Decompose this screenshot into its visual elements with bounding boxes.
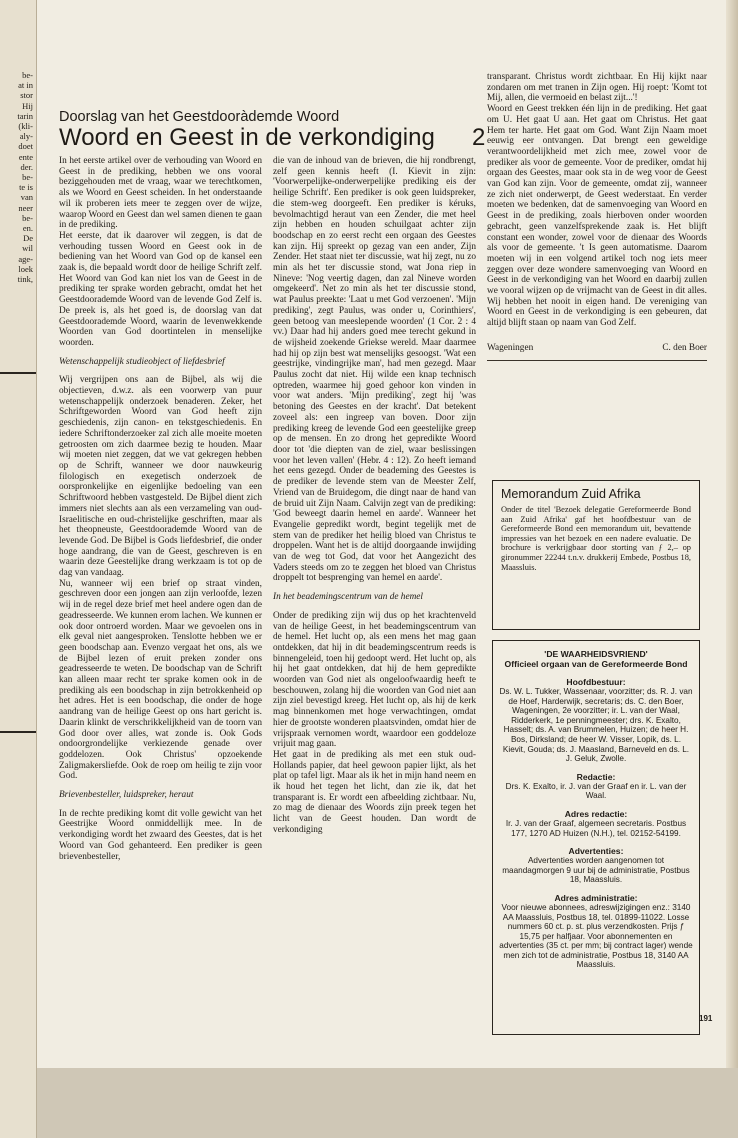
article-column-2: [273, 156, 476, 836]
paragraph: transparant. Christus wordt zichtbaar. En Hij kijkt naar zondaren om met tranen in Zijn ogen. Hij roept: 'Komt tot Mij, allen, die vermoeid en belast zijt...'!: [487, 72, 707, 104]
memorandum-title: Memorandum Zuid Afrika: [501, 487, 641, 501]
margin-fragment: (kli-: [18, 121, 33, 132]
colophon-heading: Redactie:: [576, 771, 616, 782]
margin-fragment: ente: [18, 151, 33, 162]
signature-place: Wageningen: [487, 342, 534, 353]
margin-fragment: van: [20, 192, 33, 203]
previous-page-edge: [0, 0, 37, 1138]
margin-fragment: age-: [18, 253, 33, 264]
colophon-heading: Adres administratie:: [554, 892, 638, 903]
margin-fragment: be-: [22, 212, 33, 223]
colophon-text: Ir. J. van der Graaf, algemeen secretaris. Postbus 177, 1270 AD Huizen (N.H.), tel. 02152-54199.: [505, 818, 687, 838]
article-column-3: [487, 72, 707, 361]
margin-fragment: be-: [22, 172, 33, 183]
paragraph: Het gaat in de prediking als met een stuk oud-Hollands papier, dat heel gewoon papier lijkt, als het plat op tafel ligt. Maar als ik het in mijn hand neem en ik houd het tegen het licht, dan zie ik, dat het transparant is. Er wordt een afbeelding zichtbaar. Nu, zo mag de dienaar des Woords zijn preek tegen het licht van de Geest houden. Dan wordt de verkondiging: [273, 749, 476, 835]
colophon-box: [492, 640, 700, 1035]
margin-fragment: Hij: [22, 100, 33, 111]
section-heading: Wetenschappelijk studieobject of liefdesbrief: [59, 356, 225, 367]
memorandum-body: Onder de titel 'Bezoek delegatie Gereformeerde Bond aan Zuid Afrika' gaf het hoofdbestuur van de Gereformeerde Bond een memorandum uit, bevattende impressies van het bezoek en een nadere evaluatie. De brochure is verkrijgbaar door storting van ƒ 2,– op gironummer 22244 t.n.v. drukkerij Embede, Postbus 18, Maassluis.: [501, 505, 691, 572]
margin-fragment: loek: [18, 263, 33, 274]
margin-fragment: aly-: [19, 131, 33, 142]
colophon-heading: Hoofdbestuur:: [566, 677, 626, 687]
margin-fragment: stor: [20, 90, 33, 101]
margin-fragment: De: [23, 233, 33, 244]
colophon-text: Voor nieuwe abonnees, adreswijzigingen enz.: 3140 AA Maassluis, Postbus 18, tel. 01899-11022. Losse nummers 60 ct. p. st. plus verzendkosten. Prijs ƒ 15,75 per halfjaar. Voor abonnementen en advertenties (35 ct. per mm; bij contract lager) wende men zich tot de administratie, Postbus 18, 3140 AA Maassluis.: [499, 902, 693, 970]
colophon-subtitle: Officieel orgaan van de Gereformeerde Bond: [504, 659, 688, 669]
colophon-heading: Adres redactie:: [564, 808, 628, 819]
paragraph: die van de inhoud van de brieven, die hij rondbrengt, zelf geen kennis heeft (I. Kievit in zijn: 'Voorwerpelijke-onderwerpelijke prediking eis der heilige Schrift'. Een prediker is ook geen luidspreker, die stem-weg doorgeeft. Een prediker is kéruks, bevolmachtigd heraut van een Zender, die met heel zijn hebben en houden schuilgaat achter zijn boodschap en zo eerst recht een orgaan des Geestes kan zijn. Hij spreekt op gezag van een ander, Zijn Zender. Het staat niet ter discussie, wat hij zegt, nu zo min als het ter discussie stond, wat Jona riep in Nineve: 'Nog veertig dagen, dan zal Nineve worden omgekeerd'. Net zo min als het ter discussie stond, wat Paulus preekte: 'Laat u met God verzoenen'. 'Mijn prediking', zegt Paulus, was onder u, Corinthiers', geen betoog van meeslepende woorden' (1 Cor. 2 : 4 vv.) Daar had hij anders goed mee terecht gekund in de wijsheid zoekende Griekse wereld. Maar daarmee had hij op zijn best wat menselijks gesoogst. 'Wat een geestrijke, vindingrijke man', had men gezegd. Maar Paulus zocht dat niet. Hij wilde een knap technisch optreden, waarmee hij goed gehoor kon vinden in voor wat anders. 'Mijn prediking', zegt hij 'was betoning des Geestes en der kracht'. Dat betekent zoveel als: een ingreep van boven. Door zijn prediking kreeg de levende God een geestelijke greep op de mensen. En zo drong het gepredikte Woord door tot 'die diepten van de ziel, waar beslissingen voor het leven vallen' (Hebr. 4 : 12). Zo heeft iemand het eens gezegd. Onder de beademing des Geestes is de prediker de levende stem van de Meester Zelf, Vriend van de Bruidegom, die dingt naar de hand van de bruid uit Zijn Naam. Calvijn zegt van de prediking: 'God beweegt daarin hemel en aarde'. Wanneer het Evangelie gepredikt wordt, begint tegelijk met de stem van de prediker het heilig bloed van Christus te droppelen. Want het is de altijd doorgaande inwijding van de weg tot God, dat voor het Aangezicht des Vaders steeds om zo te zeggen het bloed van Christus droppelt tot besprenging van hemel en aarde'.: [273, 156, 476, 584]
paragraph: Onder de prediking zijn wij dus op het krachtenveld van de heilige Geest, in het beademingscentrum van de hemel. Het lucht op, als een mens het mag gaan ontdekken, dat hij in dit beademingscentrum reeds is binnengeleid, toen hij gedoopt werd. Het lucht op, als hij het gaat ontdekken, dat hij de hem gepredikte woorden van God niet als ongeloofwaardig heeft te beschouwen, zolang hij die woorden van God niet aan zijn ziel bevestigd kreeg. Het lucht op, als hij de kerk mag binnenkomen met hoge verwachtingen, omdat hier de grootste wonderen plaatsvinden, omdat hier de vrijspraak vernomen wordt, waardoor een goddeloze vrijuit mag gaan.: [273, 610, 476, 750]
margin-fragment: be-: [22, 70, 33, 80]
margin-fragment: te is: [19, 182, 33, 193]
margin-fragment: at in: [18, 80, 33, 91]
article-column-1: [59, 156, 262, 862]
margin-fragment: der.: [20, 161, 33, 172]
page-number: 191: [699, 1014, 713, 1023]
article-kicker: Doorslag van het Geestdooràdemde Woord: [59, 109, 340, 125]
paragraph: Wij vergrijpen ons aan de Bijbel, als wij die objectieven, d.w.z. als een voorwerp van puur wetenschappelijk onderzoek benaderen. Zeker, het Schriftgeworden Woord van God heeft zijn geschiedenis, zijn canon- en tekstgeschiedenis. En iedere Schriftonderzoeker zal zich alle moeite moeten getroosten om zich daarmee bezig te houden. Maar wij moeten niet zeggen, dat we vat gekregen hebben op de Schrift, wanneer we door nauwkeurig filologisch en exegetisch onderzoek de oorspronkelijke en eigenlijke bedoeling van een Schriftwoord hebben vastgesteld. De Bijbel dient zich immers niet slechts aan als een verzameling van oud-Israelitische en oud-christelijke geschriften, maar als het theopneuste, Geestdoorademde Woord van de levende God. De Bijbel is Gods liefdesbrief, die onder hoge aandrang, die van de Geest, geschreven is en waarin deze Geestelijke drang werkzaam is tot op de dag van vandaag.: [59, 375, 262, 579]
colophon-text: Drs. K. Exalto, ir. J. van der Graaf en ir. L. van der Waal.: [505, 781, 687, 801]
previous-page-rule: [0, 731, 37, 733]
margin-fragment: neer: [18, 202, 33, 213]
colophon-text: Advertenties worden aangenomen tot maandagmorgen 9 uur bij de administratie, Postbus 18, Maassluis.: [502, 856, 690, 885]
margin-fragment: wil: [22, 243, 33, 254]
article-part-number: 2: [472, 124, 486, 151]
previous-page-rule: [0, 372, 37, 374]
paragraph: In de rechte prediking komt dit volle gewicht van het Geestrijke Woord onmiddellijk mee. In de verkondiging wordt het zwaard des Geestes, dat is het Woord van God gehanteerd. Een prediker is geen brievenbesteller,: [59, 808, 262, 862]
section-heading: In het beademingscentrum van de hemel: [273, 592, 423, 603]
colophon-title: 'DE WAARHEIDSVRIEND': [544, 649, 648, 659]
paragraph: Het eerste, dat ik daarover wil zeggen, is dat de verhouding tussen Woord en Geest ook in de bediening van het Woord van God op de kansel een zaak is, die bepaald wordt door de heilige Schrift zelf. Het Woord van God kan niet los van de Geest in de prediking ter sprake worden gebracht, omdat het het Geestdoorademde Woord van de levende God Zelf is. De preek is, als het goed is, de doorslag van dat Geestdoorademde Woord, waarin de levenwekkende Woorden van God doortintelen in menselijke woorden.: [59, 230, 262, 348]
magazine-page: [37, 0, 738, 1068]
paragraph: Woord en Geest trekken één lijn in de prediking. Het gaat om U. Het gaat U aan. Het gaat om Christus. Het gaat Hem ter harte. Het gaat om God. Want Zijn Naam moet eeuwig eer ontvangen. Dat brengt een geweldige verantwoordelijkheid met zich mee, zowel voor de prediker als voor de gemeente. Voor de prediker, omdat hij orgaan des Geestes, maar ook sta in de weg voor de Geest van God kan zijn. Voor de gemeente, omdat zij, wanneer ze zich niet onderwerpt, de Geest wederstaat. En verder moeten we bedenken, dat de samenvoeging van Woord en Geest in de prediking, zoals hierboven onder woorden gebracht, geen vanzelfsprekende zaak is. Het blijft constant een wonder, zowel voor de dienaar des Woords als voor de gemeente. 't Is geen automatisme. Daarom moeten wij in een volgend artikel toch nog iets meer zeggen over deze wondere samenvoeging van Woord en Geest in de verkondiging van het Woord en daarbij zullen we vooral wijzen op de vrijmacht van de Geest in dit alles. Wij hebben het nooit in eigen hand. De vereniging van Woord en Geest in de verkondiging is een gebeuren, dat altijd blijft staan op naam van God Zelf.: [487, 104, 707, 329]
margin-fragment: en.: [22, 223, 33, 234]
signature-author: C. den Boer: [662, 342, 707, 353]
paragraph: Nu, wanneer wij een brief op straat vinden, geschreven door een jongen aan zijn verloofde, lezen wij in de regel deze brief met heel andere ogen dan de geadresseerde. We kunnen erom lachen. We kunnen er ook door ontroerd worden. Maar we gevoelen ons in elk geval niet aangesproken. Tenslotte hebben we er geen boodschap aan. Evenzo vergaat het ons, als we de Bijbel lezen of eruit preken zonder ons geadresseerde te weten. De boodschap van de Schrift kan alleen maar recht ter sprake komen ook in de prediking als een boodschap in zijn betrokkenheid op het adres. Het is een boodschap, die onder de hoge aandrang van de heilige Geest op ons hart gericht is. Daarin klinkt de verschrikkelijkheid van de toorn van God door over alles, wat zonde is. Ook Gods ondoorgrondelijke verkiezende genade over goddelozen. Ook Christus' opzoekende Zaligmakersliefde. Ook de roep om heilig te zijn voor God.: [59, 578, 262, 782]
margin-fragment: doet: [18, 141, 33, 152]
section-heading: Brievenbesteller, luidspreker, heraut: [59, 790, 194, 801]
colophon-text: Ds. W. L. Tukker, Wassenaar, voorzitter; ds. R. J. van de Hoef, Harderwijk, secretaris; ds. C. den Boer, Wageningen, 2e voorzitter; ir. L. van der Waal, Ridderkerk, 1e penningmeester; drs. K. Exalto, Hasselt; ds. A. van Brummelen, Huizen; de heer H. Bos, Dirksland; de heer W. Visser, Lopik, ds. L. Kievit, Gouda; ds. J. Maasland, Barneveld en ds. L. J. Geluk, Zwolle.: [499, 687, 693, 764]
article-title: Woord en Geest in de verkondiging: [59, 124, 435, 151]
memorandum-box: [492, 480, 700, 630]
divider: [487, 360, 707, 361]
margin-fragment: tarin: [17, 110, 33, 121]
colophon-heading: Advertenties:: [568, 846, 624, 857]
page-shadow: [726, 0, 738, 1068]
article-signature: [487, 343, 707, 354]
margin-fragment: tink,: [17, 274, 33, 285]
paragraph: In het eerste artikel over de verhouding van Woord en Geest in de prediking, hebben we ons vooral beziggehouden met de vraag, waar we terechtkomen, als we Woord en Geest scheiden. In het onderstaande wil ik proberen iets meer te zeggen over de wijze, waarop Woord en Geest dan wel samen dienen te gaan in de prediking.: [59, 156, 262, 231]
